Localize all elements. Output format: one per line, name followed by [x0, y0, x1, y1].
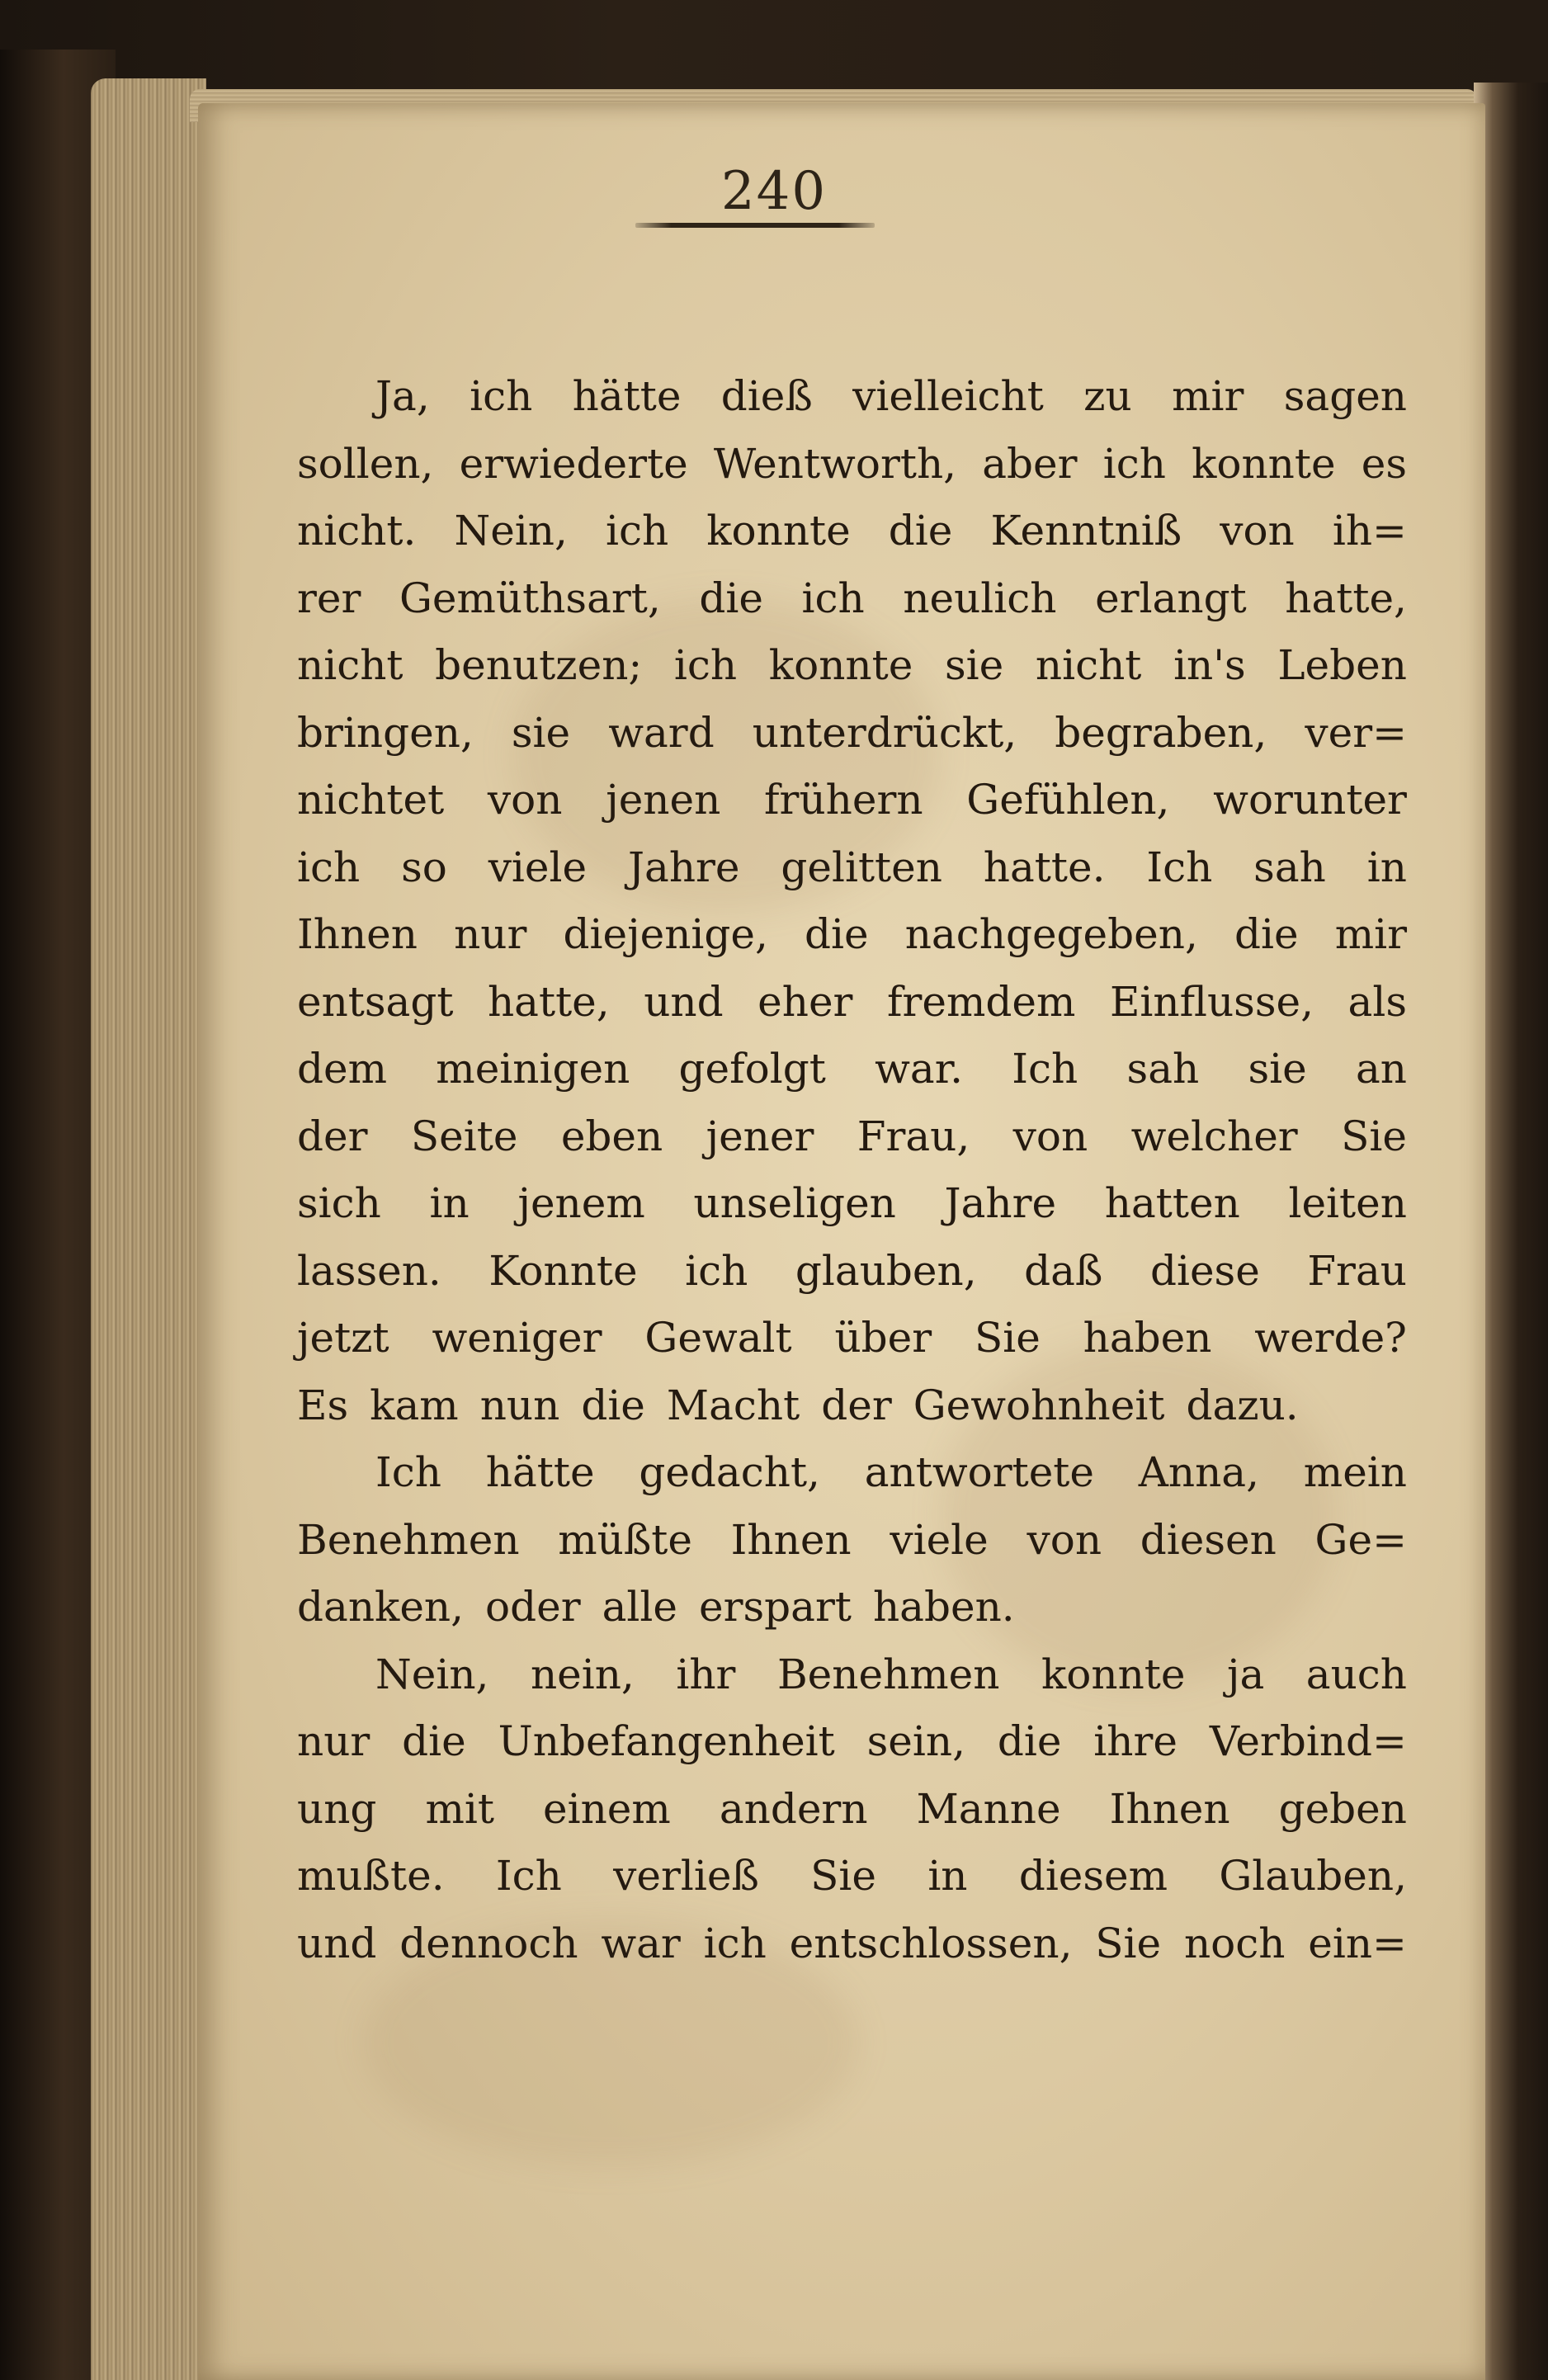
word: werde? [1254, 1314, 1407, 1362]
text-line [297, 565, 1407, 633]
word: als [1347, 977, 1407, 1026]
word: diesen [1140, 1515, 1277, 1564]
word: in [1366, 843, 1407, 891]
word: Gefühlen, [966, 776, 1170, 824]
word: nur [297, 1717, 370, 1765]
word: dieß [720, 372, 813, 420]
word: Glauben, [1219, 1852, 1407, 1900]
word: sie [944, 641, 1004, 689]
word: Frau [1307, 1246, 1407, 1295]
word: ja [1226, 1650, 1265, 1698]
word: ich [605, 507, 669, 555]
text-line [297, 498, 1407, 565]
word: frühern [764, 776, 923, 824]
word: Einflusse, [1109, 977, 1314, 1026]
word: mir [1172, 372, 1244, 420]
word: konnte [768, 641, 913, 689]
word: ihre [1093, 1717, 1178, 1765]
word: haben [1083, 1314, 1212, 1362]
word: die [402, 1717, 466, 1765]
word: Macht [666, 1381, 800, 1429]
word: konnte [706, 507, 851, 555]
word: die [699, 574, 763, 622]
word: in [429, 1179, 470, 1227]
word: ich [703, 1919, 767, 1967]
word: alle [602, 1583, 678, 1631]
text-line [297, 632, 1407, 700]
word: von [1220, 507, 1295, 555]
text-line [297, 363, 1407, 431]
word: die [888, 507, 953, 555]
word: Benehmen [776, 1650, 1000, 1698]
word: dem [297, 1045, 388, 1093]
word: ih= [1332, 507, 1407, 555]
word: und [297, 1919, 377, 1967]
text-line [297, 1439, 1407, 1507]
word: entschlossen, [789, 1919, 1073, 1967]
word: gelitten [781, 843, 942, 891]
word: Ihnen [1109, 1784, 1230, 1833]
word: Sie [1341, 1112, 1407, 1160]
word: Ich [495, 1852, 562, 1900]
word: gedacht, [639, 1448, 820, 1496]
word: jenen [606, 776, 721, 824]
word: hatten [1104, 1179, 1240, 1227]
word: ich [470, 372, 533, 420]
word: Sie [974, 1314, 1041, 1362]
word: von [487, 776, 563, 824]
text-line [297, 1372, 1407, 1440]
word: mir [1334, 910, 1407, 958]
word: daß [1024, 1246, 1103, 1295]
word: erwiederte [459, 439, 688, 488]
text-line [297, 901, 1407, 969]
word: die [805, 910, 869, 958]
word: über [834, 1314, 932, 1362]
word: diese [1149, 1246, 1260, 1295]
word: ver= [1305, 708, 1407, 757]
word: Jahre [627, 843, 740, 891]
word: sah [1126, 1045, 1200, 1093]
word: einem [542, 1784, 671, 1833]
word: Anna, [1138, 1448, 1259, 1496]
word: zu [1083, 372, 1132, 420]
word: hatte, [487, 977, 610, 1026]
word: diesem [1018, 1852, 1168, 1900]
word: konnte [1192, 439, 1336, 488]
word: die [997, 1717, 1062, 1765]
word: Ich [1012, 1045, 1078, 1093]
word: Sie [810, 1852, 877, 1900]
word: nicht [297, 641, 404, 689]
word: Ich [1146, 843, 1213, 891]
word: ich [673, 641, 738, 689]
word: mit [425, 1784, 494, 1833]
word: jenem [517, 1179, 645, 1227]
word: Es [297, 1381, 349, 1429]
word: Unbefangenheit [498, 1717, 835, 1765]
word: unseligen [693, 1179, 896, 1227]
header-rule [635, 223, 875, 228]
word: gefolgt [678, 1045, 826, 1093]
word: mein [1303, 1448, 1407, 1496]
word: Manne [916, 1784, 1061, 1833]
text-line [297, 1843, 1407, 1910]
word: aber [982, 439, 1078, 488]
text-line [297, 969, 1407, 1037]
word: Gemüthsart, [399, 574, 661, 622]
word: nicht. [297, 507, 417, 555]
word: Ge= [1314, 1515, 1407, 1564]
word: Leben [1277, 641, 1407, 689]
word: nachgegeben, [904, 910, 1198, 958]
word: der [297, 1112, 368, 1160]
word: Ihnen [730, 1515, 852, 1564]
text-line [297, 1910, 1407, 1978]
word: Kenntniß [990, 507, 1182, 555]
word: hatte, [1285, 574, 1407, 622]
word: von [1026, 1515, 1102, 1564]
word: Ja, [375, 372, 430, 420]
text-line [297, 700, 1407, 767]
text-line [297, 1305, 1407, 1372]
word: rer [297, 574, 361, 622]
word: Jahre [944, 1179, 1057, 1227]
text-line [297, 1776, 1407, 1844]
text-line [297, 1170, 1407, 1238]
text-line [297, 1238, 1407, 1306]
word: ihr [676, 1650, 736, 1698]
word: hätte [572, 372, 682, 420]
page-number: 240 [720, 161, 828, 222]
text-line [297, 1507, 1407, 1575]
word: Nein, [454, 507, 568, 555]
word: in [927, 1852, 968, 1900]
word: verließ [613, 1852, 759, 1900]
word: welcher [1130, 1112, 1298, 1160]
word: haben. [872, 1583, 1015, 1631]
text-line [297, 431, 1407, 498]
word: leiten [1288, 1179, 1407, 1227]
word: geben [1278, 1784, 1407, 1833]
word: noch [1183, 1919, 1286, 1967]
word: in's [1173, 641, 1246, 689]
word: meinigen [436, 1045, 630, 1093]
word: von [1012, 1112, 1088, 1160]
word: eben [560, 1112, 663, 1160]
word: ung [297, 1784, 377, 1833]
word: oder [485, 1583, 581, 1631]
word: erspart [699, 1583, 852, 1631]
word: und [644, 977, 724, 1026]
word: sie [1248, 1045, 1307, 1093]
word: weniger [432, 1314, 602, 1362]
word: nur [454, 910, 527, 958]
word: ich [801, 574, 865, 622]
page-stack-edges [91, 78, 206, 2380]
word: eher [757, 977, 853, 1026]
word: Nein, [375, 1650, 489, 1698]
word: ward [608, 708, 715, 757]
word: dennoch [399, 1919, 578, 1967]
text-line [297, 1641, 1407, 1709]
text-line [297, 767, 1407, 834]
word: viele [488, 843, 588, 891]
word: sich [297, 1179, 381, 1227]
word: erlangt [1095, 574, 1247, 622]
word: Benehmen [297, 1515, 520, 1564]
word: neulich [903, 574, 1057, 622]
word: lassen. [297, 1246, 441, 1295]
word: benutzen; [435, 641, 643, 689]
word: vielleicht [852, 372, 1044, 420]
word: Ihnen [297, 910, 418, 958]
word: konnte [1041, 1650, 1186, 1698]
word: Sie [1095, 1919, 1162, 1967]
word: die [1234, 910, 1299, 958]
word: es [1361, 439, 1407, 488]
text-line [297, 1103, 1407, 1171]
word: bringen, [297, 708, 474, 757]
word: hätte [485, 1448, 595, 1496]
word: jetzt [297, 1314, 389, 1362]
word: Konnte [488, 1246, 638, 1295]
word: entsagt [297, 977, 454, 1026]
word: sah [1253, 843, 1326, 891]
word: glauben, [795, 1246, 977, 1295]
word: nein, [530, 1650, 635, 1698]
word: sein, [866, 1717, 965, 1765]
word: war. [875, 1045, 964, 1093]
word: Wentworth, [713, 439, 957, 488]
word: hatte. [983, 843, 1106, 891]
word: ich [1102, 439, 1166, 488]
text-line [297, 1036, 1407, 1103]
word: ich [685, 1246, 748, 1295]
word: Ich [375, 1448, 441, 1496]
word: kam [370, 1381, 459, 1429]
word: so [401, 843, 447, 891]
word: an [1355, 1045, 1407, 1093]
word: antwortete [864, 1448, 1094, 1496]
word: Seite [410, 1112, 518, 1160]
word: begraben, [1055, 708, 1267, 757]
word: die [581, 1381, 645, 1429]
word: nicht [1035, 641, 1142, 689]
word: mußte. [297, 1852, 445, 1900]
word: auch [1305, 1650, 1407, 1698]
word: nichtet [297, 776, 445, 824]
word: sollen, [297, 439, 434, 488]
word: müßte [558, 1515, 692, 1564]
word: Frau, [857, 1112, 970, 1160]
word: Verbind= [1209, 1717, 1407, 1765]
word: viele [890, 1515, 989, 1564]
word: unterdrückt, [752, 708, 1017, 757]
word: ich [297, 843, 361, 891]
word: der [821, 1381, 892, 1429]
word: Gewohnheit [913, 1381, 1165, 1429]
text-line [297, 834, 1407, 902]
word: danken, [297, 1583, 465, 1631]
word: dazu. [1186, 1381, 1299, 1429]
word: war [601, 1919, 681, 1967]
word: nun [479, 1381, 560, 1429]
word: diejenige, [563, 910, 768, 958]
text-line [297, 1708, 1407, 1776]
word: sagen [1283, 372, 1407, 420]
word: fremdem [886, 977, 1076, 1026]
word: sie [511, 708, 571, 757]
word: andern [719, 1784, 868, 1833]
word: ein= [1308, 1919, 1407, 1967]
text-line [297, 1574, 1407, 1641]
word: jener [706, 1112, 814, 1160]
word: worunter [1213, 776, 1407, 824]
word: Gewalt [644, 1314, 792, 1362]
body-text [297, 363, 1407, 1977]
